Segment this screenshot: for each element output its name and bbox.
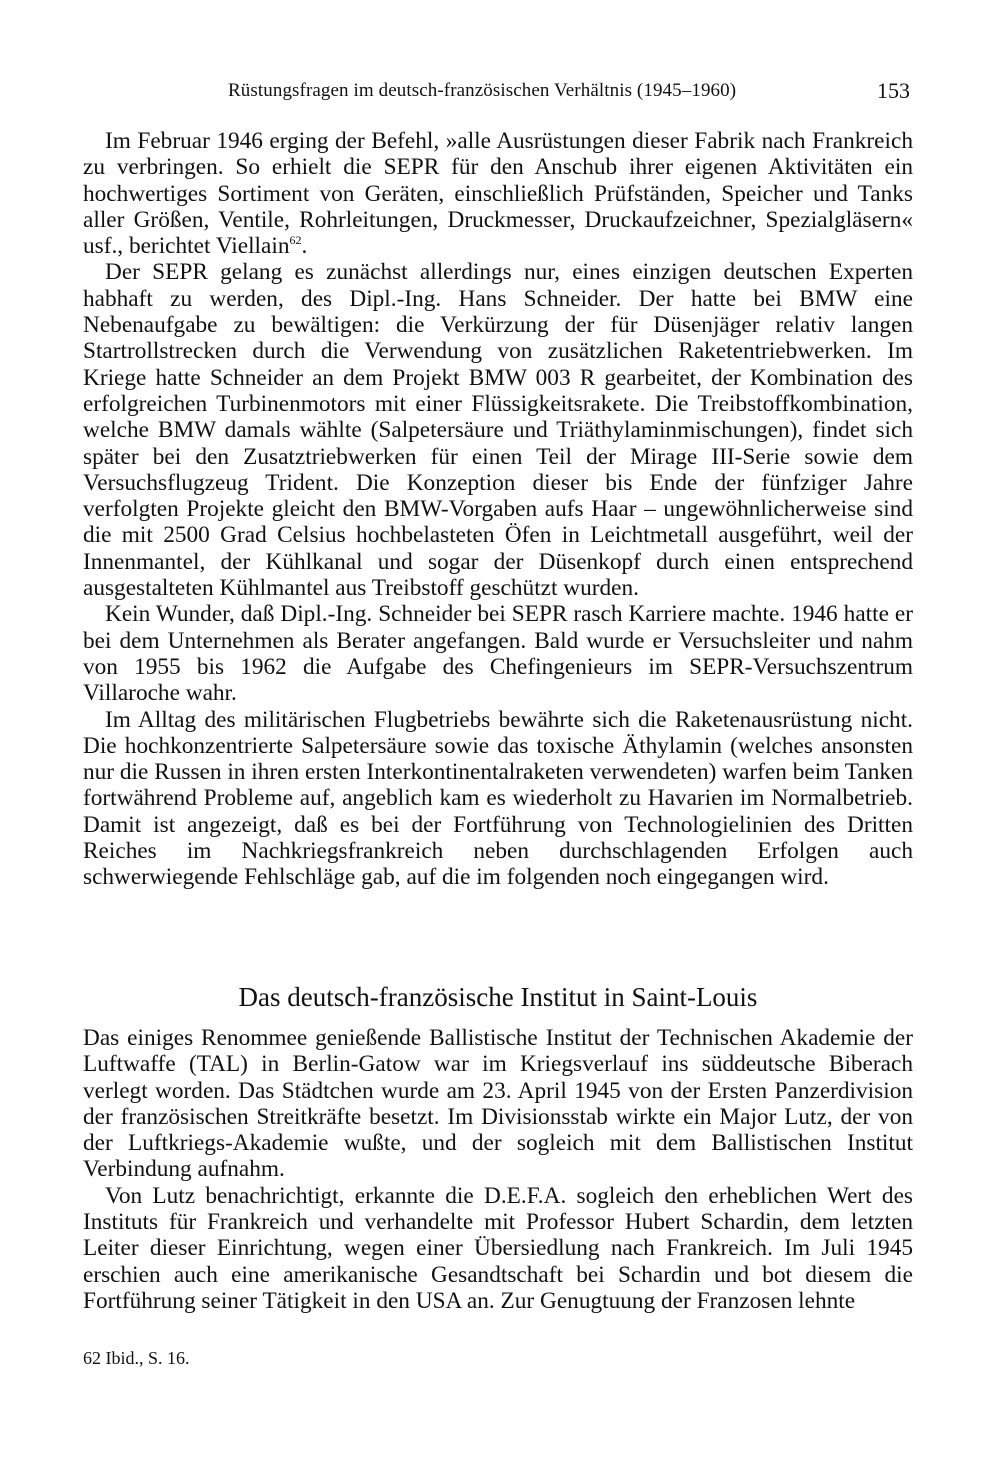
section-paragraph-1: Das einiges Renommee genießende Ballistische Institut der Technischen Akademie der Luftwaffe (TAL) in Berlin-Gatow war im Kriegsverlauf ins süddeutsche Biberach verlegt worden. Das Städtchen wurde am 23. April 1945 von der Ersten Panzerdivision der französischen Streitkräfte besetzt. Im Divisionsstab wirkte ein Major Lutz, der von der Luftkriegs-Akademie wußte, und der sogleich mit dem Ballistischen Institut Verbindung aufnahm. xyxy=(83,1025,913,1183)
paragraph-4: Im Alltag des militärischen Flugbetriebs bewährte sich die Raketenausrüstung nicht. Die hochkonzentrierte Salpetersäure sowie das toxische Äthylamin (welches ansonsten nur die Russen in ihren ersten Interkontinentalraketen verwendeten) warfen beim Tanken fortwährend Probleme auf, angeblich kam es wiederholt zu Havarien im Normalbetrieb. Damit ist angezeigt, daß es bei der Fortführung von Technologielinien des Dritten Reiches im Nachkriegsfrankreich neben durchschlagenden Erfolgen auch schwerwiegende Fehlschläge gab, auf die im folgenden noch eingegangen wird. xyxy=(83,706,913,891)
paragraph-1 xyxy=(83,128,913,259)
page-number: 153 xyxy=(877,78,910,103)
section-paragraph-2: Von Lutz benachrichtigt, erkannte die D.E.F.A. sogleich den erheblichen Wert des Instituts für Frankreich und verhandelte mit Professor Hubert Schardin, dem letzten Leiter dieser Einrichtung, wegen einer Übersiedlung nach Frankreich. Im Juli 1945 erschien auch eine amerikanische Gesandtschaft bei Schardin und bot diesem die Fortführung seiner Tätigkeit in den USA an. Zur Genugtuung der Franzosen lehnte xyxy=(83,1182,913,1314)
running-title: Rüstungsfragen im deutsch-französischen Verhältnis (1945–1960) xyxy=(228,80,737,101)
paragraph-2: Der SEPR gelang es zunächst allerdings nur, eines einzigen deutschen Experten habhaft zu werden, des Dipl.-Ing. Hans Schneider. Der hatte bei BMW eine Nebenaufgabe zu bewältigen: die Verkürzung der für Düsenjäger relativ langen Startrollstrecken durch die Verwendung von zusätzlichen Raketentriebwerken. Im Kriege hatte Schneider an dem Projekt BMW 003 R gearbeitet, der Kombination des erfolgreichen Turbinenmotors mit einer Flüssigkeitsrakete. Die Treibstoffkombination, welche BMW damals wählte (Salpetersäure und Triäthylaminmischungen), findet sich später bei den Zusatztriebwerken für einen Teil der Mirage III-Serie sowie dem Versuchsflugzeug Trident. Die Konzeption dieser bis Ende der fünfziger Jahre verfolgten Projekte gleicht den BMW-Vorgaben aufs Haar – ungewöhnlicherweise sind die mit 2500 Grad Celsius hochbelasteten Öfen in Leichtmetall ausgeführt, weil der Innenmantel, der Kühlkanal und sogar der Düsenkopf durch einen entsprechend ausgestalteten Kühlmantel aus Treibstoff geschützt wurden. xyxy=(83,259,913,602)
paragraph-1-text: Im Februar 1946 erging der Befehl, »alle Ausrüstungen dieser Fabrik nach Frankreich zu verbringen. So erhielt die SEPR für den Anschub ihrer eigenen Aktivitäten ein hochwertiges Sortiment von Geräten, einschließlich Prüfständen, Speicher und Tanks aller Größen, Ventile, Rohrleitungen, Druckmesser, Druckaufzeichner, Spezialgläsern« usf., berichtet Viellain xyxy=(83,128,913,260)
section-heading: Das deutsch-französische Institut in Saint-Louis xyxy=(238,982,758,1012)
footnote-62: 62 Ibid., S. 16. xyxy=(83,1348,190,1368)
paragraph-1-end: . xyxy=(301,233,308,260)
section-body-text xyxy=(83,1025,913,1314)
paragraph-3: Kein Wunder, daß Dipl.-Ing. Schneider bei SEPR rasch Karriere machte. 1946 hatte er bei dem Unternehmen als Berater angefangen. Bald wurde er Versuchsleiter und nahm von 1955 bis 1962 die Aufgabe des Chefingenieurs im SEPR-Versuchszentrum Villaroche wahr. xyxy=(83,601,913,707)
document-page xyxy=(83,0,913,1471)
footnote-reference-62[interactable]: 62 xyxy=(289,233,302,248)
body-text xyxy=(83,128,913,891)
running-head xyxy=(83,80,913,110)
